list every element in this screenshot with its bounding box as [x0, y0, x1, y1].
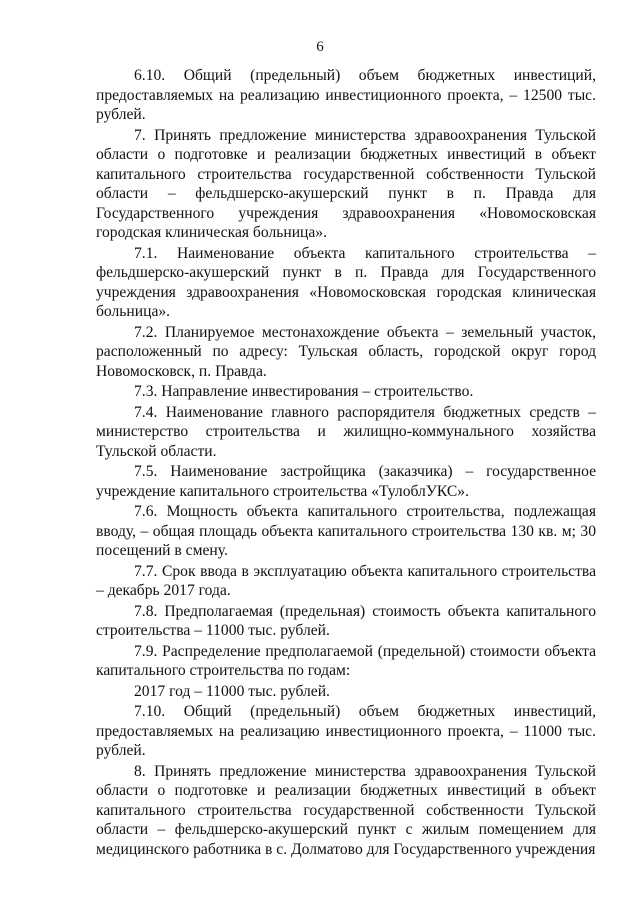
- document-body: [96, 66, 596, 860]
- paragraph-7: 7. Принять предложение министерства здравоохранения Тульской области о подготовке и реализации бюджетных инвестиций в объект капитального строительства государственной собственности Тульской области – фельдшерско-акушерский пункт в п. Правда для Государственного учреждения здравоохранения «Новомосковская городская клиническая больница».: [96, 126, 596, 241]
- paragraph-year-distribution: 2017 год – 11000 тыс. рублей.: [134, 682, 330, 700]
- paragraph-8: 8. Принять предложение министерства здравоохранения Тульской области о подготовке и реализации бюджетных инвестиций в объект капитального строительства государственной собственности Тульской области – фельдшерско-акушерский пункт с жилым помещением для медицинского работника в с. Долматово для Государственного учреждения: [96, 762, 596, 858]
- paragraph-7-10: 7.10. Общий (предельный) объем бюджетных инвестиций, предоставляемых на реализацию инвестиционного проекта, – 11000 тыс. рублей.: [96, 703, 596, 759]
- paragraph-7-3: 7.3. Направление инвестирования – строительство.: [134, 383, 474, 400]
- paragraph-7-5: 7.5. Наименование застройщика (заказчика) – государственное учреждение капитального строительства «ТулоблУКС».: [96, 463, 596, 500]
- paragraph-7-8: 7.8. Предполагаемая (предельная) стоимость объекта капитального строительства – 11000 тыс. рублей.: [96, 602, 596, 639]
- paragraph-7-6: 7.6. Мощность объекта капитального строительства, подлежащая вводу, – общая площадь объекта капитального строительства 130 кв. м; 30 посещений в смену.: [96, 503, 596, 559]
- paragraph-7-1: 7.1. Наименование объекта капитального строительства – фельдшерско-акушерский пункт в п. Правда для Государственного учреждения здравоохранения «Новомосковская городская клиническая больница».: [96, 244, 596, 320]
- paragraph-7-9: 7.9. Распределение предполагаемой (предельной) стоимости объекта капитального строительства по годам:: [96, 642, 596, 679]
- paragraph-7-4: 7.4. Наименование главного распорядителя бюджетных средств – министерство строительства и жилищно-коммунального хозяйства Тульской области.: [96, 403, 596, 460]
- paragraph-6-10: 6.10. Общий (предельный) объем бюджетных инвестиций, предоставляемых на реализацию инвестиционного проекта, – 12500 тыс. рублей.: [96, 67, 596, 123]
- page-number: 6: [316, 39, 324, 55]
- paragraph-7-7: 7.7. Срок ввода в эксплуатацию объекта капитального строительства – декабрь 2017 года.: [96, 562, 596, 599]
- paragraph-7-2: 7.2. Планируемое местонахождение объекта – земельный участок, расположенный по адресу: Тульская область, городской округ город Новомосковск, п. Правда.: [96, 323, 596, 380]
